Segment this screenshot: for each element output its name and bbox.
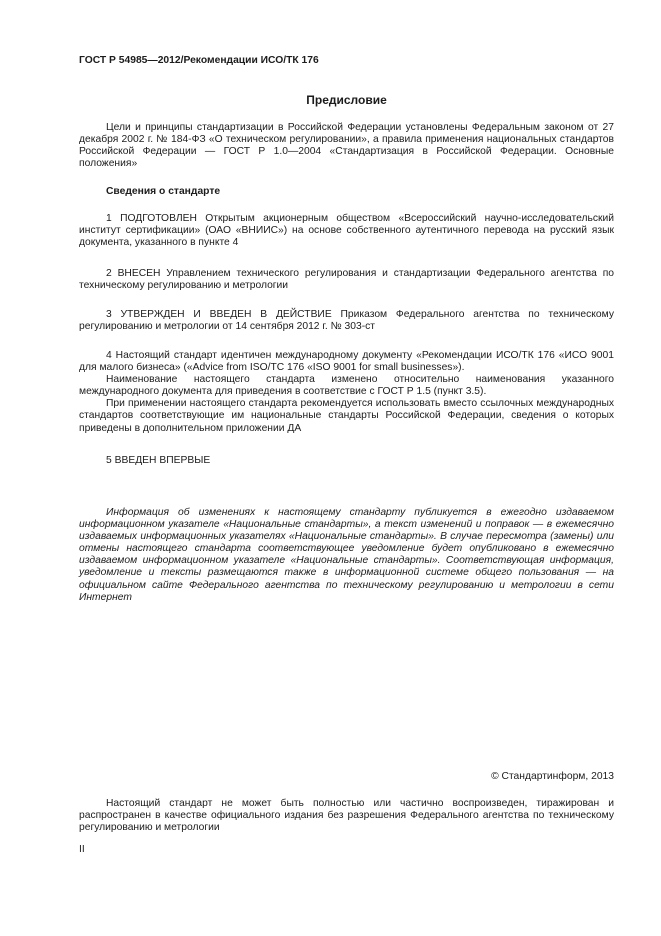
- item-2-text: 2 ВНЕСЕН Управлением технического регулирования и стандартизации Федерального агентства по техническому регулированию и метрологии: [79, 268, 614, 292]
- intro-text: Цели и принципы стандартизации в Российской Федерации установлены Федеральным законом от 27 декабря 2002 г. № 184-ФЗ «О техническом регулировании», а правила применения национальных стандартов Российской Федерации — ГОСТ Р 1.0—2004 «Стандартизация в Российской Федерации. Основные положения»: [79, 122, 614, 170]
- item-4-text: 4 Настоящий стандарт идентичен международному документу «Рекомендации ИСО/ТК 176 «ИСО 9001 для малого бизнеса» («Advice from ISO/TC 176 «ISO 9001 for small businesses»).: [79, 350, 614, 374]
- document-header: ГОСТ Р 54985—2012/Рекомендации ИСО/ТК 176: [79, 55, 319, 66]
- page-number: II: [79, 844, 85, 855]
- notice-text: Информация об изменениях к настоящему стандарту публикуется в ежегодно издаваемом информационном указателе «Национальные стандарты», а текст изменений и поправок — в ежемесячно издаваемых информационных указателях «Национальные стандарты». В случае пересмотра (замены) или отмены настоящего стандарта соответствующее уведомление будет опубликовано в ежемесячно издаваемом информационном указателе «Национальные стандарты». Соответствующая информация, уведомление и тексты размещаются также в информационной системе общего пользования — на официальном сайте Федерального агентства по техническому регулированию и метрологии в сети Интернет: [79, 507, 614, 603]
- item-4-references-text: При применении настоящего стандарта рекомендуется использовать вместо ссылочных международных стандартов соответствующие им национальные стандарты Российской Федерации, сведения о которых приведены в дополнительном приложении ДА: [79, 398, 614, 434]
- item-5-text: 5 ВВЕДЕН ВПЕРВЫЕ: [106, 455, 211, 466]
- item-1-text: 1 ПОДГОТОВЛЕН Открытым акционерным обществом «Всероссийский научно-исследовательский институт сертификации» (ОАО «ВНИИС») на основе собственного аутентичного перевода на русский язык документа, указанного в пункте 4: [79, 213, 614, 249]
- reproduction-text: Настоящий стандарт не может быть полностью или частично воспроизведен, тиражирован и распространен в качестве официального издания без разрешения Федерального агентства по техническому регулированию и метрологии: [79, 798, 614, 834]
- item-4: [79, 350, 614, 435]
- item-4-rename-text: Наименование настоящего стандарта изменено относительно наименования указанного международного документа для приведения в соответствие с ГОСТ Р 1.5 (пункт 3.5).: [79, 374, 614, 398]
- notice-block: [79, 507, 614, 604]
- item-5: [79, 455, 614, 467]
- item-1: [79, 213, 614, 249]
- item-3: [79, 309, 614, 333]
- page-title: Предисловие: [306, 93, 387, 107]
- intro-paragraph: [79, 122, 614, 170]
- copyright: © Стандартинформ, 2013: [491, 771, 614, 782]
- item-3-text: 3 УТВЕРЖДЕН И ВВЕДЕН В ДЕЙСТВИЕ Приказом Федерального агентства по техническому регулированию и метрологии от 14 сентября 2012 г. № 303-ст: [79, 309, 614, 333]
- item-2: [79, 268, 614, 292]
- info-heading-text: Сведения о стандарте: [106, 186, 221, 197]
- reproduction-block: [79, 798, 614, 834]
- info-heading: [79, 186, 614, 198]
